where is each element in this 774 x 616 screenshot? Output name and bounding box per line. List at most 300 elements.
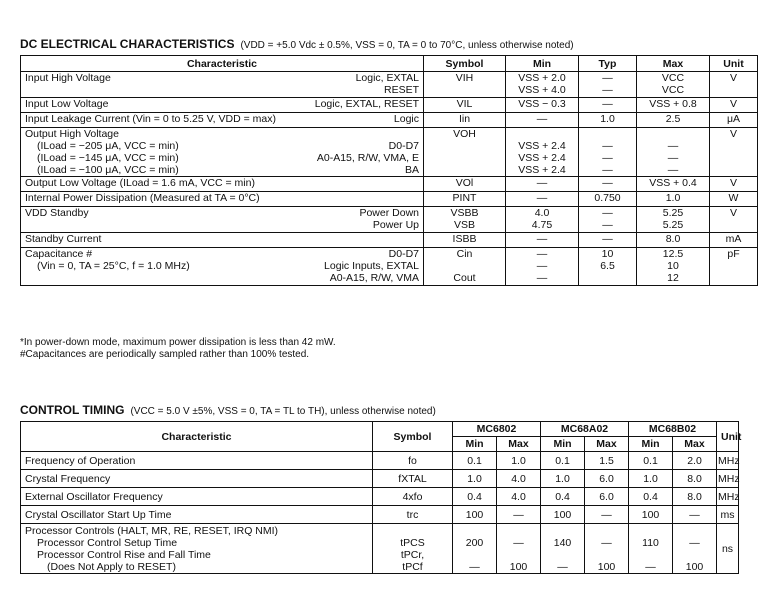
dc-max-value: VSS + 0.4 [649, 177, 697, 189]
dc-symbol-value: Cout [453, 272, 476, 284]
dc-min-value: VSS + 2.4 [518, 164, 566, 176]
ct-characteristic-text: External Oscillator Frequency [25, 490, 163, 503]
dc-characteristic-text: (Vin = 0, TA = 25°C, f = 1.0 MHz) [37, 260, 190, 272]
dc-typ-value: — [602, 164, 613, 176]
ct-header-max: Max [497, 437, 541, 452]
ct-value: 1.0 [643, 472, 658, 485]
ct-header-max: Max [585, 437, 629, 452]
dc-min-cell [506, 207, 579, 233]
dc-condition-text: A0-A15, R/W, VMA [329, 272, 419, 284]
ct-value-cell [673, 506, 717, 524]
dc-max-value: 5.25 [662, 207, 684, 219]
ct-value [455, 525, 494, 537]
ct-value: 6.0 [599, 490, 614, 503]
dc-symbol-value: Iin [458, 113, 471, 125]
dc-condition-text: D0-D7 [388, 140, 419, 152]
ct-value: 8.0 [687, 472, 702, 485]
dc-characteristic-cell [21, 98, 424, 113]
ct-value: — [513, 508, 524, 521]
dc-symbol-value: PINT [452, 192, 477, 204]
dc-min-value: VSS + 2.0 [518, 72, 566, 84]
ct-header-row-1 [21, 422, 739, 437]
ct-value: 8.0 [687, 490, 702, 503]
dc-min-value: 4.75 [531, 219, 553, 231]
dc-min-value: — [536, 248, 548, 260]
dc-min-cell [506, 72, 579, 98]
dc-condition-text: BA [404, 164, 419, 176]
dc-max-value: VSS + 0.8 [649, 98, 697, 110]
ct-value: 1.0 [511, 454, 526, 467]
dc-characteristic-cell [21, 128, 424, 177]
dc-typ-value: — [602, 152, 613, 164]
ct-value-cell [497, 506, 541, 524]
ct-header-characteristic: Characteristic [21, 422, 373, 452]
dc-characteristic-cell [21, 233, 424, 248]
ct-characteristic-text: Crystal Frequency [25, 472, 111, 485]
dc-section-title [20, 37, 574, 51]
ct-characteristic-text: Processor Controls (HALT, MR, RE, RESET, IRQ NMI) [25, 524, 279, 537]
dc-typ-value: — [602, 140, 613, 152]
ct-symbol-value: tPCr, [400, 548, 425, 561]
ct-header-min: Min [541, 437, 585, 452]
dc-max-cell [637, 233, 710, 248]
ct-value [455, 549, 494, 561]
dc-max-cell [637, 98, 710, 113]
dc-characteristic-cell [21, 177, 424, 192]
dc-unit-cell [710, 248, 758, 286]
dc-row [21, 98, 758, 113]
ct-value: 4.0 [511, 490, 526, 503]
dc-characteristic-cell [21, 72, 424, 98]
ct-value [675, 525, 714, 537]
dc-typ-value: — [602, 98, 613, 110]
dc-min-value: — [536, 272, 548, 284]
dc-symbol-value [428, 260, 501, 272]
dc-max-value: — [667, 140, 679, 152]
ct-symbol-cell [373, 506, 453, 524]
ct-symbol-cell [373, 524, 453, 574]
ct-value-cell [453, 488, 497, 506]
ct-value: — [645, 560, 656, 573]
ct-symbol-value: fo [408, 454, 417, 467]
dc-symbol-cell [424, 128, 506, 177]
dc-typ-value: — [602, 72, 613, 84]
dc-unit-cell [710, 113, 758, 128]
dc-unit-cell [710, 98, 758, 113]
dc-unit-value: W [728, 192, 739, 204]
dc-typ-value: — [602, 219, 613, 231]
dc-unit-value: V [729, 128, 737, 140]
ct-value: — [689, 508, 700, 521]
ct-value-cell [541, 506, 585, 524]
dc-max-value: 8.0 [665, 233, 681, 245]
ct-value: — [557, 560, 568, 573]
dc-min-cell [506, 248, 579, 286]
ct-symbol-value: trc [406, 508, 419, 521]
ct-value: — [601, 508, 612, 521]
ct-characteristic-text: Frequency of Operation [25, 454, 136, 467]
ct-section-title [20, 403, 436, 417]
ct-title: CONTROL TIMING [20, 403, 125, 417]
dc-unit-value: μA [726, 113, 741, 125]
dc-min-value: VSS + 4.0 [518, 84, 566, 96]
dc-header-row [21, 56, 758, 72]
control-timing-table [20, 421, 742, 574]
ct-value: 1.0 [555, 472, 570, 485]
dc-min-cell [506, 233, 579, 248]
dc-min-cell [506, 177, 579, 192]
dc-symbol-value: VOH [453, 128, 476, 140]
dc-max-value: 12.5 [662, 248, 684, 260]
ct-value: 4.0 [511, 472, 526, 485]
ct-value [675, 549, 714, 561]
ct-value: 100 [553, 508, 572, 521]
dc-unit-cell [710, 233, 758, 248]
ct-symbol-value [377, 525, 448, 537]
dc-characteristic-text: Output Low Voltage (ILoad = 1.6 mA, VCC = min) [25, 177, 255, 189]
dc-min-cell [506, 98, 579, 113]
dc-characteristic-text: (ILoad = −145 μA, VCC = min) [37, 152, 179, 164]
ct-value: 100 [597, 560, 616, 573]
dc-characteristic-text: Standby Current [25, 233, 102, 245]
ct-value: 110 [642, 536, 659, 549]
dc-row [21, 128, 758, 177]
ct-value-cell [497, 524, 541, 574]
dc-characteristic-text: Input High Voltage [25, 72, 111, 84]
dc-typ-cell [579, 72, 637, 98]
dc-condition-text: A0-A15, R/W, VMA, E [316, 152, 419, 164]
dc-typ-cell [579, 128, 637, 177]
ct-symbol-cell [373, 470, 453, 488]
ct-header-part-mc68a02: MC68A02 [541, 422, 629, 437]
dc-characteristic-cell [21, 192, 424, 207]
dc-header-characteristic: Characteristic [21, 56, 424, 72]
dc-row [21, 248, 758, 286]
dc-min-value: — [536, 233, 548, 245]
dc-characteristic-text: Capacitance # [25, 248, 93, 260]
dc-typ-value: — [602, 177, 613, 189]
ct-value-cell [585, 524, 629, 574]
ct-value: 100 [509, 560, 528, 573]
ct-value: 0.1 [467, 454, 482, 467]
ct-unit-cell: MHz [717, 470, 739, 488]
ct-value: 2.0 [687, 454, 702, 467]
ct-value: 1.0 [467, 472, 482, 485]
ct-row [21, 488, 739, 506]
dc-max-value: VCC [661, 84, 685, 96]
dc-min-value: VSS + 2.4 [518, 140, 566, 152]
ct-value-cell [453, 506, 497, 524]
ct-characteristic-cell [21, 470, 373, 488]
dc-symbol-value: VSB [453, 219, 475, 231]
ct-value: 140 [553, 536, 572, 549]
ct-value-cell [673, 488, 717, 506]
ct-header-unit: Unit [717, 422, 739, 452]
dc-typ-cell [579, 98, 637, 113]
ct-value: 0.4 [643, 490, 658, 503]
dc-max-cell [637, 128, 710, 177]
ct-value-cell [585, 452, 629, 470]
ct-characteristic-text: Processor Control Setup Time [37, 536, 178, 549]
ct-value: 100 [641, 508, 660, 521]
ct-value-cell [629, 506, 673, 524]
ct-value [587, 549, 626, 561]
dc-condition-text: RESET [383, 84, 419, 96]
dc-max-value: 2.5 [665, 113, 681, 125]
dc-row [21, 207, 758, 233]
ct-value: — [469, 560, 480, 573]
dc-typ-cell [579, 177, 637, 192]
dc-symbol-cell [424, 72, 506, 98]
dc-row [21, 113, 758, 128]
ct-value: 0.1 [643, 454, 658, 467]
dc-typ-cell [579, 233, 637, 248]
dc-characteristic-text: Input Leakage Current (Vin = 0 to 5.25 V, VDD = max) [25, 113, 276, 125]
dc-min-value: VSS − 0.3 [518, 98, 566, 110]
dc-characteristic-text: (ILoad = −205 μA, VCC = min) [37, 140, 179, 152]
ct-value-cell [673, 452, 717, 470]
dc-min-cell [506, 192, 579, 207]
dc-symbol-cell [424, 98, 506, 113]
dc-condition-text: D0-D7 [388, 248, 419, 260]
ct-value-cell [541, 488, 585, 506]
dc-max-value: — [667, 152, 679, 164]
ct-value-cell [453, 452, 497, 470]
ct-value: 0.4 [467, 490, 482, 503]
ct-characteristic-cell [21, 452, 373, 470]
ct-symbol-value: fXTAL [398, 472, 427, 485]
dc-typ-value: — [602, 207, 613, 219]
dc-condition-text: Power Down [359, 207, 419, 219]
dc-typ-value: 6.5 [600, 260, 615, 272]
ct-symbol-value: tPCf [402, 560, 423, 573]
ct-value [587, 525, 626, 537]
dc-typ-value [583, 272, 632, 284]
ct-characteristic-text: Processor Control Rise and Fall Time [37, 548, 211, 561]
dc-symbol-cell [424, 207, 506, 233]
dc-header-unit: Unit [710, 56, 758, 72]
dc-max-value: — [667, 164, 679, 176]
dc-notes [20, 337, 336, 361]
dc-symbol-value: Cin [456, 248, 473, 260]
ct-value: 100 [465, 508, 484, 521]
dc-typ-value: 1.0 [600, 113, 615, 125]
ct-value: — [513, 536, 524, 549]
ct-value [543, 525, 582, 537]
ct-value-cell [453, 524, 497, 574]
dc-typ-value: 0.750 [594, 192, 621, 204]
ct-value [631, 549, 670, 561]
dc-condition-text: Logic [393, 113, 419, 125]
ct-value-cell [497, 470, 541, 488]
ct-characteristic-cell [21, 488, 373, 506]
ct-value: 6.0 [599, 472, 614, 485]
dc-max-cell [637, 177, 710, 192]
dc-unit-value: V [729, 72, 737, 84]
ct-characteristic-cell [21, 506, 373, 524]
dc-min-value: — [536, 113, 548, 125]
dc-unit-value: pF [727, 248, 740, 260]
dc-conditions: (VDD = +5.0 Vdc ± 0.5%, VSS = 0, TA = 0 to 70°C, unless otherwise noted) [240, 40, 574, 51]
ct-value: 0.1 [555, 454, 570, 467]
dc-unit-value: mA [725, 233, 742, 245]
dc-max-cell [637, 192, 710, 207]
ct-value-cell [629, 488, 673, 506]
ct-value-cell [585, 470, 629, 488]
dc-unit-value: V [729, 177, 737, 189]
dc-max-cell [637, 72, 710, 98]
ct-symbol-value: 4xfo [402, 490, 423, 503]
dc-row [21, 192, 758, 207]
dc-min-value: — [536, 177, 548, 189]
ct-value: — [601, 536, 612, 549]
ct-header-part-mc68b02: MC68B02 [629, 422, 717, 437]
ct-value-cell [629, 452, 673, 470]
ct-row [21, 452, 739, 470]
dc-typ-cell [579, 192, 637, 207]
ct-symbol-cell [373, 452, 453, 470]
dc-condition-text: Logic, EXTAL [355, 72, 419, 84]
ct-header-max: Max [673, 437, 717, 452]
dc-unit-value: V [729, 207, 737, 219]
ct-value: 1.5 [599, 454, 614, 467]
dc-min-value: — [536, 260, 548, 272]
ct-unit-cell: ns [717, 524, 739, 574]
dc-condition-text: Logic Inputs, EXTAL [324, 260, 419, 272]
dc-symbol-cell [424, 177, 506, 192]
dc-max-cell [637, 207, 710, 233]
dc-typ-value: — [602, 233, 613, 245]
ct-row [21, 524, 739, 574]
ct-value-cell [629, 524, 673, 574]
dc-min-cell [506, 113, 579, 128]
dc-unit-cell [710, 72, 758, 98]
dc-max-value: 10 [667, 260, 679, 272]
dc-condition-text: Logic, EXTAL, RESET [314, 98, 419, 110]
ct-value-cell [541, 452, 585, 470]
dc-header-max: Max [637, 56, 710, 72]
ct-characteristic-text: (Does Not Apply to RESET) [47, 560, 176, 573]
dc-symbol-cell [424, 113, 506, 128]
dc-characteristic-text: Internal Power Dissipation (Measured at TA = 0°C) [25, 192, 260, 204]
dc-unit-value: V [729, 98, 737, 110]
ct-symbol-value: tPCS [400, 536, 425, 549]
dc-max-value [641, 128, 705, 140]
dc-unit-cell [710, 128, 758, 177]
dc-header-symbol: Symbol [424, 56, 506, 72]
dc-symbol-value: VIH [455, 72, 474, 84]
dc-max-value: 5.25 [662, 219, 684, 231]
dc-symbol-cell [424, 233, 506, 248]
dc-min-value: VSS + 2.4 [518, 152, 566, 164]
ct-unit-cell: MHz [717, 488, 739, 506]
ct-value-cell [629, 470, 673, 488]
ct-header-min: Min [629, 437, 673, 452]
dc-typ-cell [579, 113, 637, 128]
ct-unit-cell: MHz [717, 452, 739, 470]
ct-row [21, 470, 739, 488]
dc-max-cell [637, 248, 710, 286]
ct-conditions: (VCC = 5.0 V ±5%, VSS = 0, TA = TL to TH), unless otherwise noted) [130, 406, 436, 417]
dc-characteristic-cell [21, 207, 424, 233]
ct-characteristic-cell [21, 524, 373, 574]
dc-characteristic-text: Output High Voltage [25, 128, 119, 140]
ct-value [631, 525, 670, 537]
ct-value [499, 549, 538, 561]
ct-value-cell [673, 524, 717, 574]
dc-symbol-value: VOl [455, 177, 474, 189]
dc-typ-value [583, 128, 632, 140]
dc-typ-value: — [602, 84, 613, 96]
dc-characteristic-text: VDD Standby [25, 207, 89, 219]
dc-row [21, 177, 758, 192]
dc-unit-cell [710, 207, 758, 233]
dc-title: DC ELECTRICAL CHARACTERISTICS [20, 37, 235, 51]
ct-value-cell [497, 452, 541, 470]
dc-max-value: 12 [667, 272, 679, 284]
ct-symbol-cell [373, 488, 453, 506]
dc-max-value: 1.0 [665, 192, 681, 204]
dc-unit-cell [710, 192, 758, 207]
dc-characteristic-text: (ILoad = −100 μA, VCC = min) [37, 164, 179, 176]
ct-value: 200 [465, 536, 484, 549]
ct-value [543, 549, 582, 561]
ct-value-cell [585, 488, 629, 506]
ct-characteristic-text: Crystal Oscillator Start Up Time [25, 508, 172, 521]
ct-header-part-mc6802: MC6802 [453, 422, 541, 437]
dc-min-value: — [536, 192, 548, 204]
ct-value-cell [541, 470, 585, 488]
ct-value-cell [585, 506, 629, 524]
dc-row [21, 72, 758, 98]
dc-row [21, 233, 758, 248]
dc-symbol-value: VIL [456, 98, 473, 110]
dc-typ-value: 10 [601, 248, 614, 260]
ct-value-cell [497, 488, 541, 506]
dc-characteristic-cell [21, 113, 424, 128]
ct-value: — [689, 536, 700, 549]
dc-symbol-cell [424, 192, 506, 207]
dc-min-value: 4.0 [534, 207, 550, 219]
ct-value: 0.4 [555, 490, 570, 503]
ct-value: 100 [685, 560, 704, 573]
dc-max-value: VCC [661, 72, 685, 84]
dc-min-cell [506, 128, 579, 177]
dc-typ-cell [579, 207, 637, 233]
dc-symbol-value: VSBB [450, 207, 479, 219]
ct-header-min: Min [453, 437, 497, 452]
ct-value-cell [453, 470, 497, 488]
dc-min-value [510, 128, 574, 140]
dc-characteristics-table [20, 55, 758, 286]
dc-header-typ: Typ [579, 56, 637, 72]
dc-characteristic-cell [21, 248, 424, 286]
dc-header-min: Min [506, 56, 579, 72]
dc-condition-text: Power Up [372, 219, 419, 231]
dc-note-power-down: *In power-down mode, maximum power dissipation is less than 42 mW. [20, 337, 336, 348]
dc-unit-cell [710, 177, 758, 192]
ct-unit-cell: ms [717, 506, 739, 524]
dc-symbol-value: ISBB [452, 233, 477, 245]
ct-row [21, 506, 739, 524]
ct-value [499, 525, 538, 537]
dc-typ-cell [579, 248, 637, 286]
dc-symbol-cell [424, 248, 506, 286]
dc-max-cell [637, 113, 710, 128]
ct-value-cell [541, 524, 585, 574]
ct-header-symbol: Symbol [373, 422, 453, 452]
ct-value-cell [673, 470, 717, 488]
